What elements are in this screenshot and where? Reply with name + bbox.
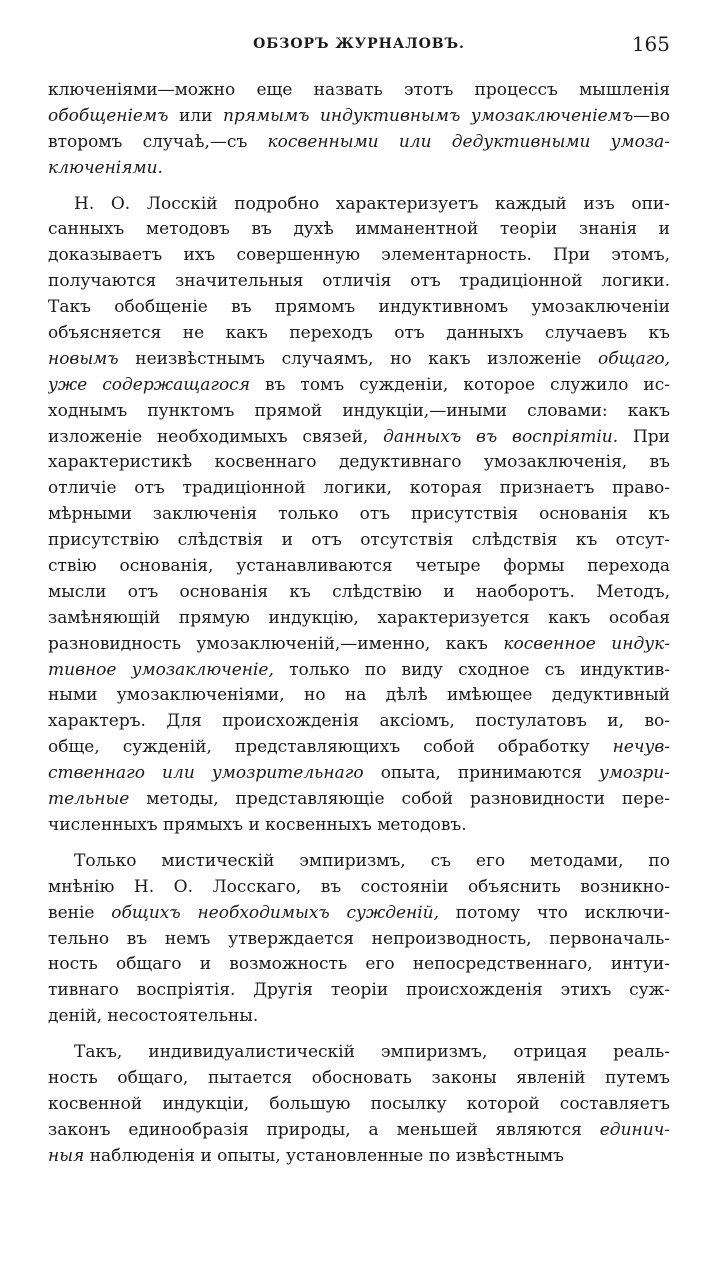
text-line bbox=[48, 875, 670, 901]
text-run: ключеніями—можно еще назвать этотъ процессъ мышленія bbox=[48, 80, 670, 100]
italic-text: ныя bbox=[48, 1145, 85, 1166]
italic-text: умозри- bbox=[598, 763, 670, 784]
text-run: ходнымъ пунктомъ прямой индукціи,—иными словами: какъ bbox=[48, 400, 670, 421]
text-run: —во bbox=[633, 105, 670, 126]
text-line bbox=[48, 952, 670, 978]
text-line bbox=[48, 606, 670, 632]
text-run: деній, несостоятельны. bbox=[48, 1006, 259, 1027]
text-line bbox=[48, 269, 670, 295]
italic-text: уже содержащагося bbox=[48, 374, 250, 395]
paragraph bbox=[48, 78, 670, 182]
text-run: въ томъ сужденіи, которое служило ис- bbox=[249, 374, 670, 395]
text-run: характеристикѣ косвеннаго дедуктивнаго умозаключенія, въ bbox=[48, 452, 670, 473]
text-line bbox=[48, 192, 670, 218]
text-line bbox=[48, 243, 670, 269]
text-run: Н. О. Лосскій подробно характеризуетъ каждый изъ опи- bbox=[74, 193, 670, 214]
text-run: разновидность умозаключеній,—именно, какъ bbox=[48, 633, 504, 654]
italic-text: прямымъ индуктивнымъ умозаключеніемъ bbox=[222, 105, 634, 126]
text-line bbox=[48, 295, 670, 321]
text-line bbox=[48, 901, 670, 927]
italic-text: косвенное индук- bbox=[503, 633, 670, 654]
text-run: мысли отъ основанія къ слѣдствію и наоборотъ. Методъ, bbox=[48, 581, 670, 602]
text-run: методы, представляющіе собой разновидности пере- bbox=[129, 789, 670, 810]
text-run: доказываетъ ихъ совершенную элементарность. При этомъ, bbox=[48, 245, 670, 266]
italic-text: общаго, bbox=[598, 348, 670, 369]
text-run: изложеніе необходимыхъ связей, bbox=[48, 426, 384, 447]
text-line bbox=[48, 1118, 670, 1144]
text-run: санныхъ методовъ въ духѣ имманентной теоріи знанія и bbox=[48, 219, 670, 240]
italic-text: косвенными или дедуктивными умоза- bbox=[267, 131, 670, 152]
text-run: тельно въ немъ утверждается непроизводность, первоначаль- bbox=[48, 928, 670, 949]
text-line bbox=[48, 580, 670, 606]
body-text bbox=[48, 78, 670, 1170]
text-run: неизвѣстнымъ случаямъ, но какъ изложеніе bbox=[118, 348, 598, 369]
text-line bbox=[48, 1004, 670, 1030]
text-line bbox=[48, 78, 670, 104]
text-run: или bbox=[168, 105, 223, 126]
text-run: опыта, принимаются bbox=[363, 763, 599, 784]
text-line bbox=[48, 373, 670, 399]
text-run: Такъ, индивидуалистическій эмпиризмъ, отрицая реаль- bbox=[74, 1042, 670, 1063]
italic-text: общихъ необходимыхъ сужденій, bbox=[111, 902, 440, 923]
text-line bbox=[48, 502, 670, 528]
text-run: объясняется не какъ переходъ отъ данныхъ случаевъ къ bbox=[48, 323, 670, 344]
paragraph bbox=[48, 1040, 670, 1169]
text-run: веніе bbox=[48, 902, 112, 923]
text-run: мѣрными заключенія только отъ присутствія основанія къ bbox=[48, 504, 670, 525]
italic-text: обобщеніемъ bbox=[48, 105, 169, 126]
text-run: обще, сужденій, представляющихъ собой обработку bbox=[48, 737, 613, 758]
text-line bbox=[48, 476, 670, 502]
text-line bbox=[48, 813, 670, 839]
italic-text: тивное умозаключеніе, bbox=[48, 659, 274, 680]
text-line bbox=[48, 528, 670, 554]
text-run: отличіе отъ традиціонной логики, которая признаетъ право- bbox=[48, 478, 670, 499]
text-run: второмъ случаѣ,—съ bbox=[48, 131, 268, 152]
italic-text: нечув- bbox=[612, 737, 670, 758]
text-run: присутствію слѣдствія и отъ отсутствія слѣдствія къ отсут- bbox=[48, 530, 670, 551]
text-line bbox=[48, 1040, 670, 1066]
text-run: наблюденія и опыты, установленные по извѣстнымъ bbox=[84, 1145, 564, 1166]
text-line bbox=[48, 217, 670, 243]
text-run: замѣняющій прямую индукцію, характеризуется какъ особая bbox=[48, 607, 670, 628]
text-line bbox=[48, 735, 670, 761]
text-line bbox=[48, 761, 670, 787]
text-line bbox=[48, 978, 670, 1004]
text-run: ствію основанія, устанавливаются четыре формы перехода bbox=[48, 556, 670, 577]
text-line bbox=[48, 1066, 670, 1092]
text-run: косвенной индукціи, большую посылку которой составляетъ bbox=[48, 1093, 670, 1114]
text-line bbox=[48, 554, 670, 580]
text-run: тивнаго воспріятія. Другія теоріи происхожденія этихъ суж- bbox=[48, 980, 670, 1001]
italic-text: ственнаго или умозрительнаго bbox=[48, 763, 364, 784]
text-line bbox=[48, 683, 670, 709]
italic-text: ключеніями. bbox=[48, 157, 163, 178]
text-line bbox=[48, 1144, 670, 1170]
paragraph-gap bbox=[48, 839, 670, 849]
italic-text: новымъ bbox=[48, 348, 119, 369]
running-title: ОБЗОРЪ ЖУРНАЛОВЪ. bbox=[253, 36, 465, 52]
text-run: ность общаго и возможность его непосредственнаго, интуи- bbox=[48, 954, 670, 975]
text-run: мнѣнію Н. О. Лосскаго, въ состояніи объяснить возникно- bbox=[48, 876, 670, 897]
text-line bbox=[48, 321, 670, 347]
text-run: ность общаго, пытается обосновать законы явленій путемъ bbox=[48, 1067, 670, 1088]
paragraph bbox=[48, 849, 670, 1030]
paragraph-gap bbox=[48, 1030, 670, 1040]
text-line bbox=[48, 658, 670, 684]
text-line bbox=[48, 399, 670, 425]
text-line bbox=[48, 927, 670, 953]
text-line bbox=[48, 632, 670, 658]
text-run: численныхъ прямыхъ и косвенныхъ методовъ. bbox=[48, 814, 467, 835]
text-line bbox=[48, 849, 670, 875]
text-line bbox=[48, 1092, 670, 1118]
text-line bbox=[48, 156, 670, 182]
text-run: При bbox=[618, 426, 670, 447]
text-line bbox=[48, 130, 670, 156]
text-line bbox=[48, 709, 670, 735]
text-run: ными умозаключеніями, но на дѣлѣ имѣющее дедуктивный bbox=[48, 685, 670, 706]
text-line bbox=[48, 450, 670, 476]
italic-text: единич- bbox=[599, 1119, 670, 1140]
page-number: 165 bbox=[631, 32, 670, 56]
text-run: Такъ обобщеніе въ прямомъ индуктивномъ умозаключеніи bbox=[48, 297, 670, 318]
text-run: получаются значительныя отличія отъ традиціонной логики. bbox=[48, 271, 670, 292]
text-run: характеръ. Для происхожденія аксіомъ, постулатовъ и, во- bbox=[48, 711, 670, 732]
text-line bbox=[48, 425, 670, 451]
page-header bbox=[48, 32, 670, 58]
text-run: Только мистическій эмпиризмъ, съ его методами, по bbox=[74, 850, 670, 871]
text-line bbox=[48, 104, 670, 130]
text-line bbox=[48, 347, 670, 373]
text-run: законъ единообразія природы, а меньшей являются bbox=[48, 1119, 600, 1140]
paragraph-gap bbox=[48, 182, 670, 192]
italic-text: данныхъ въ воспріятіи. bbox=[383, 426, 619, 447]
italic-text: тельные bbox=[48, 789, 130, 810]
text-run: только по виду сходное съ индуктив- bbox=[273, 659, 670, 680]
text-run: потому что исключи- bbox=[439, 902, 670, 923]
text-line bbox=[48, 787, 670, 813]
paragraph bbox=[48, 192, 670, 839]
